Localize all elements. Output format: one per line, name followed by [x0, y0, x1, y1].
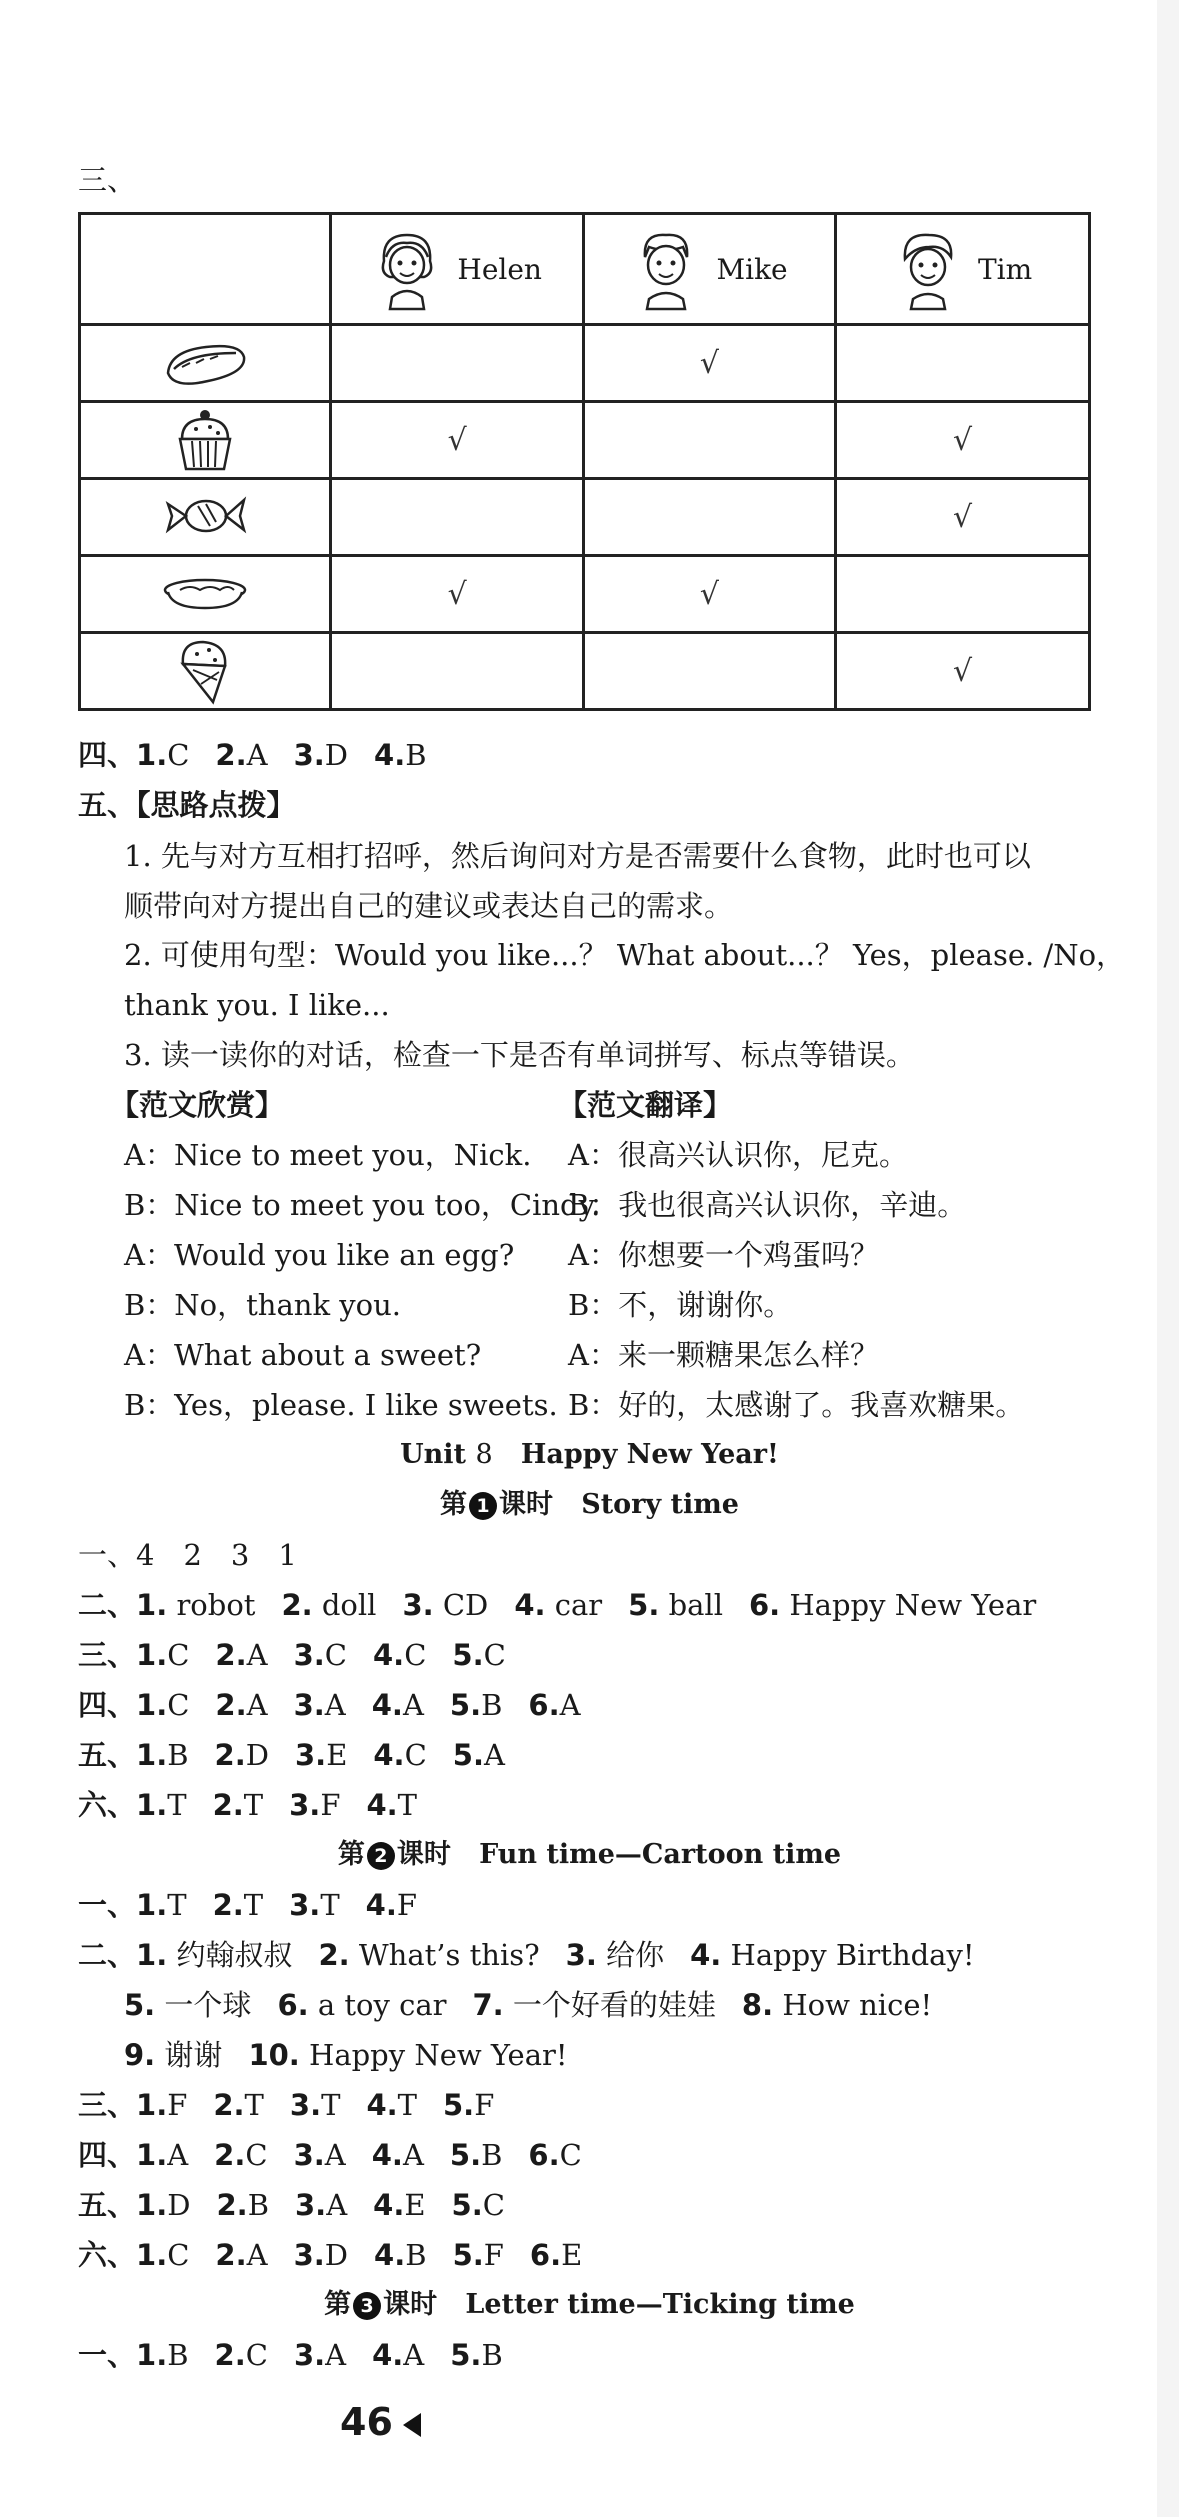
l2-q5: 五、1.D 2.B 3.A 4.E 5.C	[78, 2188, 505, 2222]
ice-cream-icon	[173, 636, 237, 706]
lesson-number-badge: 1	[469, 1492, 497, 1520]
check-cell: √	[583, 556, 835, 633]
lesson-number-badge: 2	[367, 1842, 395, 1870]
food-cell	[80, 402, 331, 479]
dialogue-zh: B：不，谢谢你。	[568, 1288, 793, 1322]
food-preference-table	[78, 212, 1091, 711]
sample-title: 【范文欣赏】	[110, 1088, 285, 1122]
l1-q6: 六、1.T 2.T 3.F 4.T	[78, 1788, 417, 1822]
pie-icon	[160, 572, 250, 616]
check-cell	[583, 633, 835, 710]
lesson-number-badge: 3	[353, 2292, 381, 2320]
food-cell	[80, 556, 331, 633]
lesson1-title: 第 1 课时 Story time	[440, 1489, 739, 1520]
l1-q1: 一、4 2 3 1	[78, 1538, 297, 1572]
page-number: 46	[340, 2400, 421, 2444]
l1-q5: 五、1.B 2.D 3.E 4.C 5.A	[78, 1738, 505, 1772]
l2-q6: 六、1.C 2.A 3.D 4.B 5.F 6.E	[78, 2238, 583, 2272]
check-cell	[583, 402, 835, 479]
check-cell	[331, 479, 583, 556]
l2-q2a: 二、1. 约翰叔叔 2. What’s this? 3. 给你 4. Happy Birthday!	[78, 1938, 975, 1972]
table-row	[80, 402, 1090, 479]
boy-face-icon	[893, 227, 963, 311]
dialogue-zh: A：来一颗糖果怎么样？	[568, 1338, 879, 1372]
section5-heading: 五、【思路点拨】	[78, 788, 296, 822]
l2-q4: 四、1.A 2.C 3.A 4.A 5.B 6.C	[78, 2138, 582, 2172]
dialogue-en: B：Yes，please. I like sweets.	[124, 1388, 558, 1422]
check-cell: √	[836, 633, 1090, 710]
dialogue-en: A：Would you like an egg?	[124, 1238, 515, 1272]
food-cell	[80, 479, 331, 556]
l1-q3: 三、1.C 2.A 3.C 4.C 5.C	[78, 1638, 506, 1672]
dialogue-zh: B：我也很高兴认识你，辛迪。	[568, 1188, 967, 1222]
page-edge-shade	[1157, 0, 1179, 2517]
name-helen: Helen	[457, 252, 542, 286]
dialogue-en: A：What about a sweet?	[124, 1338, 482, 1372]
tip-2a: 2. 可使用句型：Would you like...？ What about...？ Yes，please. /No，	[124, 938, 1126, 972]
header-empty-cell	[80, 214, 331, 325]
check-cell: √	[331, 556, 583, 633]
l3-q1: 一、1.B 2.C 3.A 4.A 5.B	[78, 2338, 503, 2372]
food-cell	[80, 325, 331, 402]
hot-dog-icon	[160, 333, 250, 393]
l2-q1: 一、1.T 2.T 3.T 4.F	[78, 1888, 417, 1922]
unit-title: Unit 8 Happy New Year!	[400, 1439, 779, 1470]
check-cell: √	[583, 325, 835, 402]
lesson2-title: 第 2 课时 Fun time—Cartoon time	[337, 1839, 842, 1870]
food-cell	[80, 633, 331, 710]
girl-face-icon	[372, 227, 442, 311]
table-row	[80, 556, 1090, 633]
header-mike	[583, 214, 835, 325]
l2-q2c: 9. 谢谢 10. Happy New Year!	[124, 2038, 568, 2072]
dialogue-zh: A：很高兴认识你，尼克。	[568, 1138, 908, 1172]
table-row	[80, 325, 1090, 402]
check-cell: √	[836, 479, 1090, 556]
check-cell	[331, 325, 583, 402]
name-mike: Mike	[716, 252, 788, 286]
header-tim	[836, 214, 1090, 325]
dialogue-en: B：No，thank you.	[124, 1288, 401, 1322]
check-cell	[836, 556, 1090, 633]
table-row	[80, 633, 1090, 710]
header-helen	[331, 214, 583, 325]
table-row	[80, 479, 1090, 556]
check-cell: √	[836, 402, 1090, 479]
l1-q2: 二、1. robot 2. doll 3. CD 4. car 5. ball 6. Happy New Year	[78, 1588, 1037, 1622]
check-cell	[331, 633, 583, 710]
section4-answers: 四、1.C 2.A 3.D 4.B	[78, 738, 427, 772]
l2-q3: 三、1.F 2.T 3.T 4.T 5.F	[78, 2088, 495, 2122]
check-cell	[583, 479, 835, 556]
dialogue-zh: B：好的，太感谢了。我喜欢糖果。	[568, 1388, 1025, 1422]
lesson3-title: 第 3 课时 Letter time—Ticking time	[324, 2289, 855, 2320]
tip-3: 3. 读一读你的对话，检查一下是否有单词拼写、标点等错误。	[124, 1038, 915, 1072]
dialogue-en: A：Nice to meet you，Nick.	[124, 1138, 532, 1172]
l1-q4: 四、1.C 2.A 3.A 4.A 5.B 6.A	[78, 1688, 581, 1722]
translation-title: 【范文翻译】	[558, 1088, 733, 1122]
cupcake-icon	[170, 405, 240, 475]
sweet-icon	[160, 486, 250, 548]
section3-label: 三、	[78, 163, 137, 197]
name-tim: Tim	[977, 252, 1033, 286]
tip-2b: thank you. I like...	[124, 988, 390, 1022]
left-arrow-icon	[403, 2413, 421, 2437]
check-cell: √	[331, 402, 583, 479]
table-header-row	[80, 214, 1090, 325]
boy-face-icon	[631, 227, 701, 311]
check-cell	[836, 325, 1090, 402]
dialogue-zh: A：你想要一个鸡蛋吗？	[568, 1238, 879, 1272]
tip-1b: 顺带向对方提出自己的建议或表达自己的需求。	[124, 889, 734, 923]
dialogue-en: B：Nice to meet you too，Cindy.	[124, 1188, 601, 1222]
l2-q2b: 5. 一个球 6. a toy car 7. 一个好看的娃娃 8. How nice!	[124, 1988, 933, 2022]
tip-1a: 1. 先与对方互相打招呼，然后询问对方是否需要什么食物，此时也可以	[124, 839, 1031, 873]
